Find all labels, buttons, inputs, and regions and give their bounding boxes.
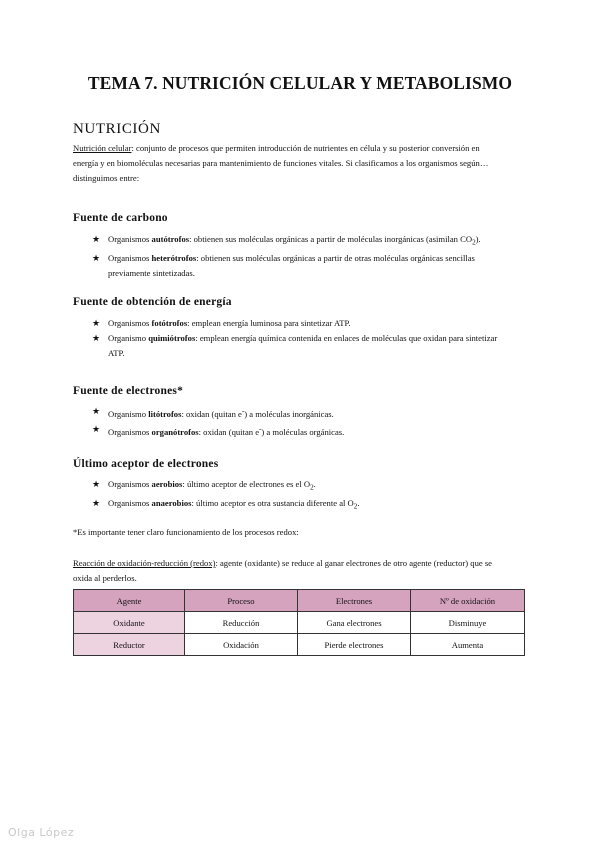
carbon-heading: Fuente de carbono	[73, 212, 168, 224]
energy-heading: Fuente de obtención de energía	[73, 296, 232, 308]
table-cell: Aumenta	[411, 634, 525, 656]
acceptor-list	[92, 477, 524, 514]
acceptor-heading: Último aceptor de electrones	[73, 458, 219, 470]
table-header-row	[74, 590, 525, 612]
intro-paragraph	[73, 141, 523, 186]
list-item: ★ Organismo quimiótrofos: emplean energía química contenida en enlaces de moléculas que oxidan para sintetizar ATP.	[92, 333, 498, 358]
redox-term: Reacción de oxidación-reducción (redox)	[73, 558, 216, 568]
term-heterotrofos: heterótrofos	[151, 252, 197, 263]
term-aerobios: aerobios	[151, 479, 183, 489]
carbon-list	[92, 232, 524, 281]
list-item: ★ Organismos fotótrofos: emplean energía luminosa para sintetizar ATP.	[92, 316, 524, 331]
star-bullet-icon: ★	[92, 333, 101, 343]
redox-table	[73, 589, 525, 656]
star-bullet-icon: ★	[92, 318, 101, 328]
star-bullet-icon: ★	[92, 252, 101, 263]
term-autotrofos: autótrofos	[151, 234, 190, 244]
list-item: ★ Organismos anaerobios: último aceptor es otra sustancia diferente al $O_2$.	[92, 497, 360, 511]
electrons-list	[92, 404, 524, 440]
table-cell: Gana electrones	[298, 612, 411, 634]
table-header-cell: Agente	[74, 590, 185, 612]
star-bullet-icon: ★	[92, 497, 101, 508]
table-header-cell: Electrones	[298, 590, 411, 612]
energy-list	[92, 316, 524, 361]
term-litotrofos: litótrofos	[148, 408, 182, 419]
list-item: ★ Organismo litótrofos: oxidan (quitan e-) a moléculas inorgánicas.	[92, 406, 334, 419]
table-row-head: Oxidante	[74, 612, 185, 634]
table-header-cell: Proceso	[185, 590, 298, 612]
table-header-cell: Nº de oxidación	[411, 590, 525, 612]
intro-line2: energía y en biomoléculas necesarias para mantenimiento de funciones vitales. Si clasificamos a los organismos según…	[73, 158, 489, 168]
star-bullet-icon: ★	[92, 423, 101, 434]
redox-note: *Es importante tener claro funcionamiento de los procesos redox:	[73, 527, 299, 537]
intro-term: Nutrición celular	[73, 143, 132, 153]
table-row-head: Reductor	[74, 634, 185, 656]
term-organotrofos: organótrofos	[151, 426, 199, 437]
table-cell: Pierde electrones	[298, 634, 411, 656]
table-row	[74, 612, 525, 634]
table-cell: Disminuye	[411, 612, 525, 634]
star-bullet-icon: ★	[92, 234, 101, 244]
list-item: ★ Organismos autótrofos: obtienen sus moléculas orgánicas a partir de moléculas inorgánicas (asimilan $CO_2$).	[92, 234, 481, 247]
term-fototrofos: fotótrofos	[151, 318, 188, 328]
term-quimiotrofos: quimiótrofos	[148, 333, 196, 343]
page-title: TEMA 7. NUTRICIÓN CELULAR Y METABOLISMO	[87, 73, 513, 93]
intro-line3: distinguimos entre:	[73, 173, 140, 183]
redox-paragraph: Reacción de oxidación-reducción (redox): agente (oxidante) se reduce al ganar electrones de otro agente (reductor) que se oxida al perderlos.	[73, 558, 492, 583]
star-bullet-icon: ★	[92, 479, 101, 489]
intro-line1: : conjunto de procesos que permiten introducción de nutrientes en célula y su posterior conversión en	[131, 143, 480, 153]
star-bullet-icon: ★	[92, 406, 101, 416]
section-heading: NUTRICIÓN	[73, 121, 161, 137]
term-anaerobios: anaerobios	[151, 497, 192, 508]
electrons-heading: Fuente de electrones*	[73, 385, 184, 397]
list-item: ★ Organismos aerobios: último aceptor de electrones es el $O_2$.	[92, 479, 316, 492]
table-cell: Oxidación	[185, 634, 298, 656]
list-item: ★ Organismos organótrofos: oxidan (quitan e-) a moléculas orgánicas.	[92, 423, 345, 437]
table-cell: Reducción	[185, 612, 298, 634]
list-item: ★ Organismos heterótrofos: obtienen sus moléculas orgánicas a partir de otras moléculas orgánicas sencillas previamente sintetizadas.	[92, 252, 475, 278]
author-watermark: Olga López	[8, 826, 75, 839]
table-row	[74, 634, 525, 656]
